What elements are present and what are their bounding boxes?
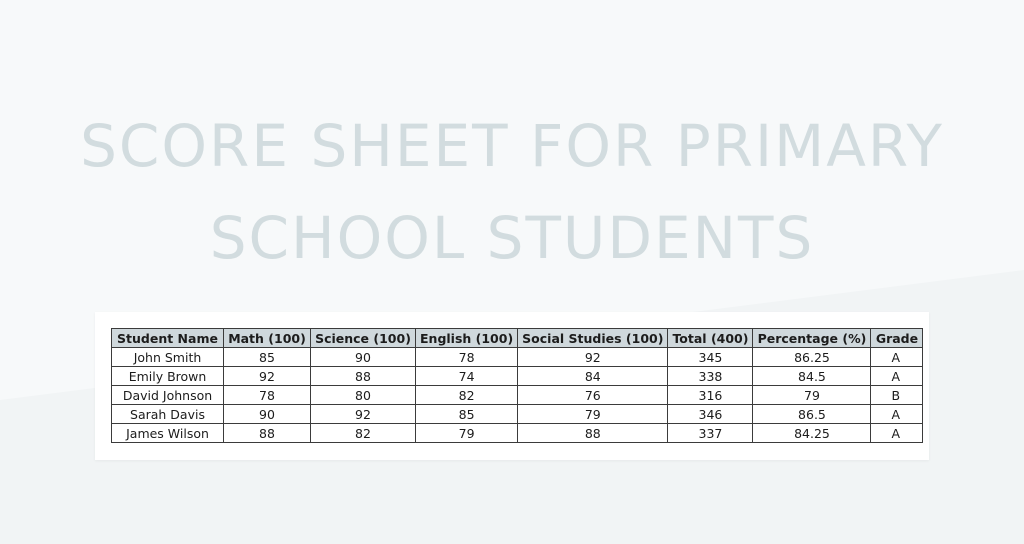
cell-math[interactable]: 92 [224, 367, 311, 386]
cell-student-name[interactable]: Emily Brown [112, 367, 224, 386]
header-math[interactable]: Math (100) [224, 329, 311, 348]
cell-student-name[interactable]: Sarah Davis [112, 405, 224, 424]
cell-science[interactable]: 92 [311, 405, 416, 424]
cell-total[interactable]: 337 [668, 424, 753, 443]
cell-student-name[interactable]: James Wilson [112, 424, 224, 443]
cell-grade[interactable]: A [871, 405, 923, 424]
cell-grade[interactable]: A [871, 367, 923, 386]
cell-social-studies[interactable]: 76 [518, 386, 668, 405]
cell-total[interactable]: 345 [668, 348, 753, 367]
cell-total[interactable]: 346 [668, 405, 753, 424]
cell-grade[interactable]: A [871, 348, 923, 367]
cell-english[interactable]: 74 [416, 367, 518, 386]
cell-social-studies[interactable]: 88 [518, 424, 668, 443]
header-english[interactable]: English (100) [416, 329, 518, 348]
header-student-name[interactable]: Student Name [112, 329, 224, 348]
cell-math[interactable]: 90 [224, 405, 311, 424]
header-grade[interactable]: Grade [871, 329, 923, 348]
cell-english[interactable]: 85 [416, 405, 518, 424]
cell-social-studies[interactable]: 79 [518, 405, 668, 424]
cell-percentage[interactable]: 86.25 [753, 348, 871, 367]
header-percentage[interactable]: Percentage (%) [753, 329, 871, 348]
table-header-row [112, 329, 923, 348]
cell-total[interactable]: 316 [668, 386, 753, 405]
cell-english[interactable]: 79 [416, 424, 518, 443]
title-line-1: SCORE SHEET FOR PRIMARY [80, 112, 944, 180]
cell-math[interactable]: 88 [224, 424, 311, 443]
score-table [111, 328, 923, 443]
cell-english[interactable]: 82 [416, 386, 518, 405]
cell-science[interactable]: 82 [311, 424, 416, 443]
cell-percentage[interactable]: 79 [753, 386, 871, 405]
cell-student-name[interactable]: David Johnson [112, 386, 224, 405]
cell-social-studies[interactable]: 84 [518, 367, 668, 386]
header-social-studies[interactable]: Social Studies (100) [518, 329, 668, 348]
cell-grade[interactable]: A [871, 424, 923, 443]
cell-student-name[interactable]: John Smith [112, 348, 224, 367]
cell-math[interactable]: 85 [224, 348, 311, 367]
cell-grade[interactable]: B [871, 386, 923, 405]
table-row [112, 405, 923, 424]
cell-percentage[interactable]: 84.5 [753, 367, 871, 386]
cell-percentage[interactable]: 84.25 [753, 424, 871, 443]
header-science[interactable]: Science (100) [311, 329, 416, 348]
cell-math[interactable]: 78 [224, 386, 311, 405]
table-row [112, 424, 923, 443]
cell-science[interactable]: 80 [311, 386, 416, 405]
score-table-card [95, 312, 929, 460]
cell-percentage[interactable]: 86.5 [753, 405, 871, 424]
cell-science[interactable]: 88 [311, 367, 416, 386]
page-title [0, 100, 1024, 284]
header-total[interactable]: Total (400) [668, 329, 753, 348]
cell-english[interactable]: 78 [416, 348, 518, 367]
table-row [112, 367, 923, 386]
cell-total[interactable]: 338 [668, 367, 753, 386]
cell-science[interactable]: 90 [311, 348, 416, 367]
table-row [112, 348, 923, 367]
title-line-2: SCHOOL STUDENTS [209, 204, 815, 272]
cell-social-studies[interactable]: 92 [518, 348, 668, 367]
table-row [112, 386, 923, 405]
